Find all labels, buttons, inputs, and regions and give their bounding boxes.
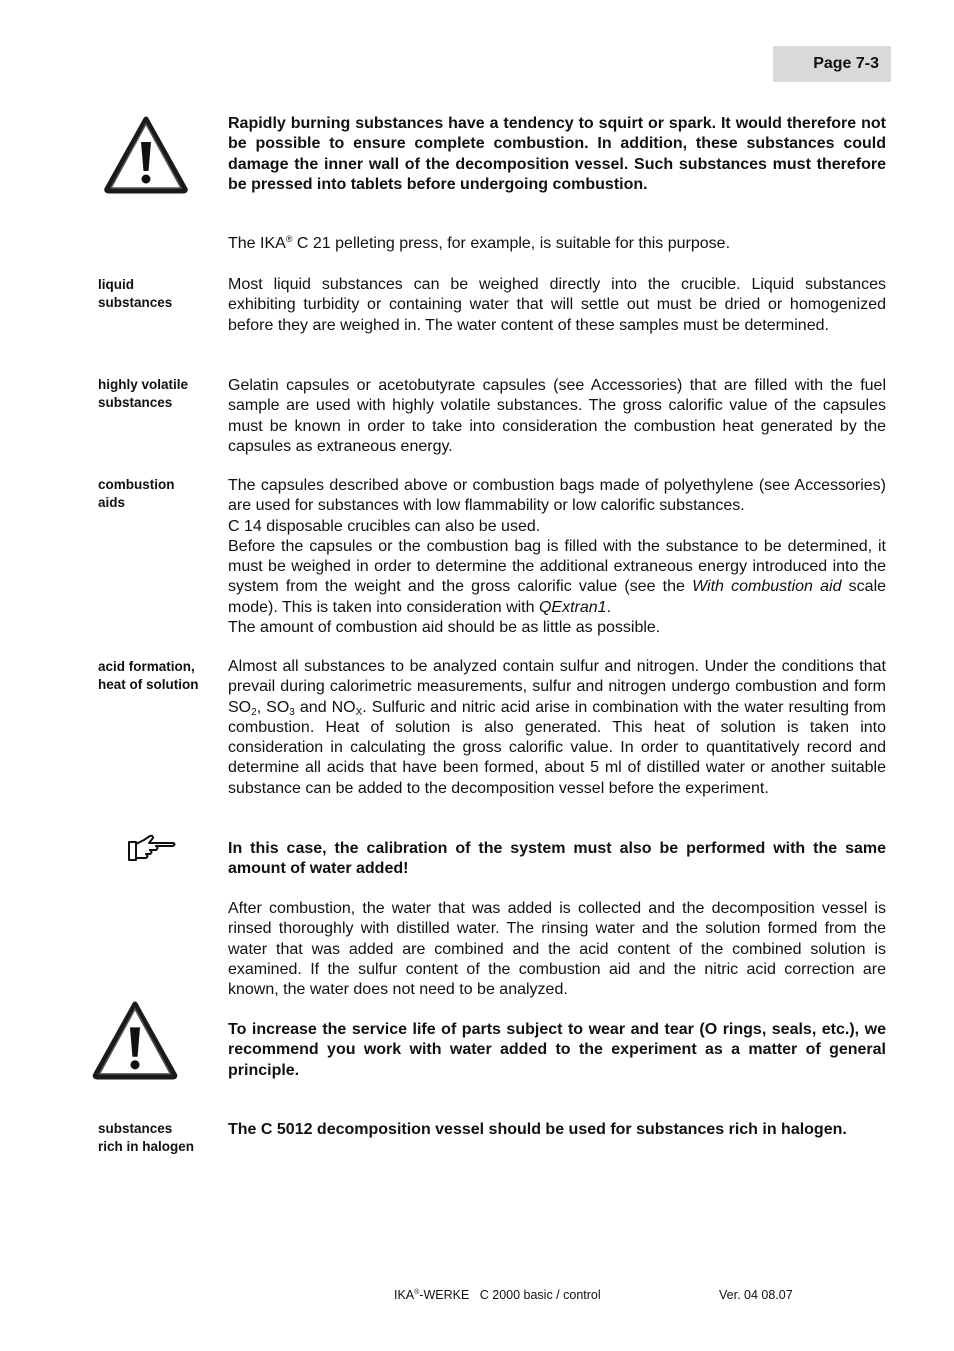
footer-product-text: -WERKE C 2000 basic / control	[419, 1288, 601, 1302]
pointing-hand-icon	[126, 834, 178, 864]
side-label-line: rich in halogen	[98, 1138, 195, 1154]
warning-triangle-icon	[104, 116, 188, 194]
subscript: X	[355, 706, 363, 718]
combustion-aids-text-4: The amount of combustion aid should be as little as possible.	[228, 619, 661, 637]
after-combustion-paragraph: After combustion, the water that was added is collected and the decomposition vessel is rinsed thoroughly with distilled water. The rinsing water and the solution formed from the water that was added are combined and the acid content of the combined solution is examined. If the sulfur content of the combustion aid and the nitric acid correction are known, the water does not need to be analyzed.	[228, 900, 886, 999]
combustion-aids-paragraph	[228, 476, 886, 638]
subscript: 2	[251, 706, 257, 718]
side-label-halogen	[98, 1120, 220, 1155]
acid-text: and NO	[294, 698, 356, 716]
service-life-warning-text: To increase the service life of parts subject to wear and tear (O rings, seals, etc.), we recommend you work with water added to the experiment as a matter of general principle.	[228, 1021, 886, 1079]
combustion-aids-text-3	[228, 537, 886, 618]
side-label-line: highly volatile	[98, 377, 189, 392]
combustion-aids-span: .	[606, 598, 612, 616]
side-label-line: combustion	[98, 477, 175, 492]
qextran-parameter: QExtran1	[538, 598, 607, 616]
side-label-line: liquid	[98, 277, 134, 292]
ika-press-text-a: The IKA	[228, 235, 286, 252]
combustion-aids-span: scale mode). This is taken into consideration with	[228, 578, 887, 616]
side-label-line: substances	[98, 294, 173, 310]
liquid-substances-paragraph: Most liquid substances can be weighed directly into the crucible. Liquid substances exhibiting turbidity or containing water that will settle out must be dried or homogenized before they are weighed in. The water content of these samples must be determined.	[228, 276, 886, 334]
side-label-line: aids	[98, 494, 126, 510]
subscript: 3	[289, 706, 295, 718]
page-number-badge	[773, 46, 891, 82]
registered-mark: ®	[285, 234, 293, 244]
acid-text: , SO	[256, 698, 290, 716]
ika-press-paragraph	[228, 234, 886, 254]
halogen-paragraph: The C 5012 decomposition vessel should be used for substances rich in halogen.	[228, 1121, 847, 1138]
warning-triangle-icon	[92, 1001, 178, 1080]
footer-brand-text: IKA	[394, 1288, 415, 1302]
acid-formation-paragraph	[228, 657, 886, 799]
side-label-combustion-aids	[98, 476, 220, 511]
combustion-aids-text-1: The capsules described above or combustion bags made of polyethylene (see Accessories) are used for substances with low flammability or low calorific substances.	[228, 477, 886, 515]
footer-version: Ver. 04 08.07	[719, 1288, 793, 1302]
ika-press-text-b: C 21 pelleting press, for example, is suitable for this purpose.	[292, 235, 731, 252]
side-label-line: substances	[98, 394, 173, 410]
footer-brand	[394, 1288, 601, 1302]
scale-mode-name: With combustion aid	[692, 578, 842, 596]
page-number-label: Page 7-3	[813, 55, 879, 72]
volatile-substances-paragraph: Gelatin capsules or acetobutyrate capsules (see Accessories) that are filled with the fuel sample are used with highly volatile substances. The gross calorific value of the capsules must be known in order to take into consideration the combustion heat generated by the capsules as extraneous energy.	[228, 377, 886, 455]
registered-mark: ®	[414, 1289, 420, 1296]
acid-text: . Sulfuric and nitric acid arise in combination with the water resulting from combustion. Heat of solution is also generated. This heat of solution is taken into consideration in calculating the gross calorific value. In order to quantitatively record and determine all acids that have been formed, about 5 ml of distilled water or another suitable substance can be added to the decomposition vessel before the experiment.	[228, 698, 887, 797]
side-label-volatile	[98, 376, 220, 411]
combustion-aids-span: Before the capsules or the combustion bag is filled with the substance to be determined, it must be weighed in order to determine the additional extraneous energy introduced into the system from the weight and the gross calorific value (see the	[228, 537, 886, 596]
side-label-line: heat of solution	[98, 676, 199, 692]
side-label-line: acid formation,	[98, 659, 195, 674]
acid-text: Almost all substances to be analyzed contain sulfur and nitrogen. Under the conditions that prevail during calorimetric measurements, sulfur and nitrogen undergo combustion and form SO	[228, 658, 886, 716]
side-label-acid	[98, 658, 220, 693]
calibration-note-text: In this case, the calibration of the system must also be performed with the same amount of water added!	[228, 840, 886, 878]
side-label-liquid	[98, 276, 220, 311]
side-label-line: substances	[98, 1121, 173, 1136]
rapid-burning-warning-text: Rapidly burning substances have a tendency to squirt or spark. It would therefore not be possible to ensure complete combustion. In addition, these substances could damage the inner wall of the decomposition vessel. Such substances must therefore be pressed into tablets before undergoing combustion.	[228, 115, 886, 193]
combustion-aids-text-2: C 14 disposable crucibles can also be used.	[228, 517, 541, 535]
